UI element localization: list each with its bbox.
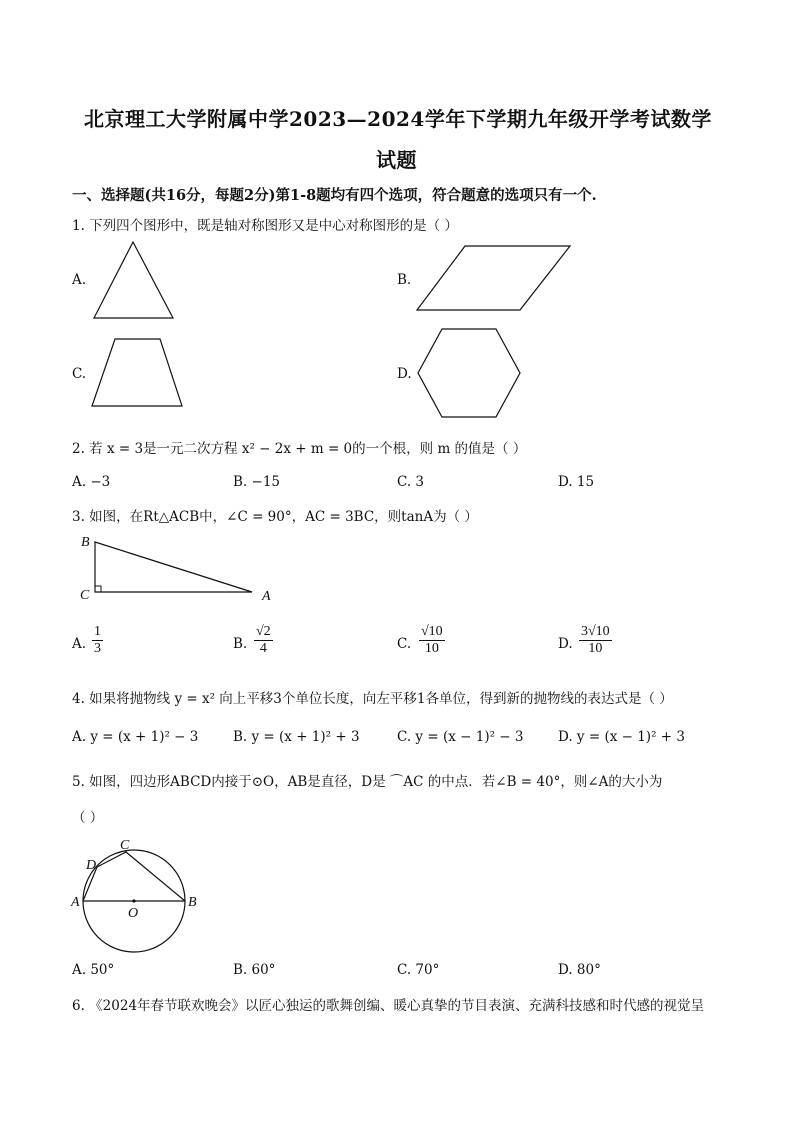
parallelogram-figure	[415, 243, 573, 313]
fraction-numerator: √10	[421, 624, 443, 639]
fraction-numerator: √2	[256, 624, 271, 639]
page-title-line1: 北京理工大学附属中学2023—2024学年下学期九年级开学考试数学	[84, 107, 712, 131]
q4-option-b: B. y = (x + 1)² + 3	[233, 729, 360, 745]
q2-option-d: D. 15	[558, 474, 595, 490]
question-5-stem: 5. 如图，四边形ABCD内接于⊙O，AB是直径，D是 ⌒AC 的中点．若∠B = 40°，则∠A的大小为	[72, 774, 663, 790]
question-2-stem: 2. 若 x = 3是一元二次方程 x² − 2x + m = 0的一个根，则 m 的值是（ ）	[72, 441, 527, 457]
fraction-numerator: 1	[94, 624, 101, 639]
q3-option-b-label: B.	[233, 636, 248, 652]
point-c-label: C	[120, 838, 130, 853]
q2-option-c: C. 3	[397, 474, 425, 490]
q4-option-c: C. y = (x − 1)² − 3	[397, 729, 524, 745]
section-heading: 一、选择题(共16分，每题2分)第1-8题均有四个选项，符合题意的选项只有一个.	[72, 187, 597, 204]
point-a-label: A	[71, 895, 80, 910]
circle-figure	[68, 832, 208, 958]
fraction-denominator: 10	[588, 641, 603, 656]
fraction-denominator: 3	[94, 641, 101, 656]
q3-option-d-fraction	[579, 624, 612, 657]
q3-option-c-label: C.	[397, 636, 412, 652]
q5-option-b: B. 60°	[233, 962, 276, 978]
q3-option-c-fraction	[419, 624, 445, 657]
question-5-stem-cont: （ ）	[72, 810, 104, 826]
q3-option-a-label: A.	[72, 636, 87, 652]
fraction-denominator: 4	[259, 641, 267, 656]
q1-option-d-label: D.	[397, 366, 412, 382]
q1-option-b-label: B.	[397, 272, 412, 288]
q5-option-d: D. 80°	[558, 962, 601, 978]
fraction-numerator: 3√10	[581, 624, 610, 639]
point-d-label: D	[86, 858, 97, 873]
vertex-a-label: A	[262, 589, 271, 604]
right-triangle-figure	[74, 530, 284, 606]
q2-option-b: B. −15	[233, 474, 280, 490]
trapezoid-figure	[88, 336, 186, 410]
q4-option-d: D. y = (x − 1)² + 3	[558, 729, 685, 745]
q1-option-c-label: C.	[72, 366, 87, 382]
triangle-figure	[90, 240, 176, 322]
question-4-stem: 4. 如果将抛物线 y = x² 向上平移3个单位长度，向左平移1各单位，得到新的抛物线的表达式是（ ）	[72, 691, 673, 707]
vertex-c-label: C	[80, 588, 90, 603]
q3-option-d-label: D.	[558, 636, 573, 652]
question-1-stem: 1. 下列四个图形中，既是轴对称图形又是中心对称图形的是（ ）	[72, 218, 458, 234]
q5-option-a: A. 50°	[72, 962, 115, 978]
q1-option-a-label: A.	[72, 272, 87, 288]
q5-option-c: C. 70°	[397, 962, 440, 978]
q4-option-a: A. y = (x + 1)² − 3	[72, 729, 199, 745]
q2-option-a: A. −3	[72, 474, 111, 490]
page-title-line2: 试题	[376, 148, 417, 172]
question-3-stem: 3. 如图，在Rt△ACB中，∠C = 90°，AC = 3BC，则tanA为（ ）	[72, 509, 478, 525]
fraction-denominator: 10	[424, 641, 439, 656]
q3-option-a-fraction	[92, 624, 103, 657]
q3-option-b-fraction	[254, 624, 273, 657]
question-6-stem: 6. 《2024年春节联欢晚会》以匠心独运的歌舞创编、暖心真挚的节目表演、充满科技感和时代感的视觉呈	[72, 998, 705, 1014]
center-o-label: O	[128, 906, 139, 921]
point-b-label: B	[188, 895, 197, 910]
vertex-b-label: B	[81, 535, 90, 550]
hexagon-figure	[414, 326, 524, 420]
